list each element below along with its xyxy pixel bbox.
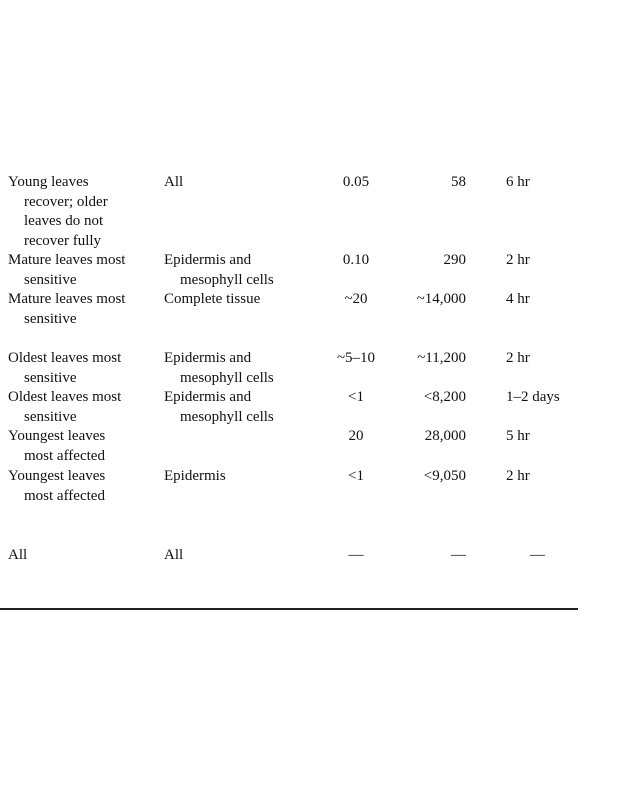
symptom-line: sensitive	[24, 408, 77, 425]
concentration-cell: 0.05	[342, 174, 370, 190]
dose-cell: 290	[443, 252, 466, 268]
symptom-line: Mature leaves most	[8, 291, 126, 307]
symptom-cell	[8, 173, 158, 251]
time-cell: 4 hr	[506, 291, 530, 307]
tissue-cell	[164, 251, 324, 290]
tissue-cell	[164, 290, 324, 310]
time-cell: 5 hr	[506, 428, 530, 444]
symptom-cell	[8, 467, 158, 506]
tissue-line: All	[164, 174, 184, 190]
tissue-cell	[164, 388, 324, 427]
symptom-line: sensitive	[24, 310, 77, 327]
dose-cell: 28,000	[424, 428, 466, 444]
symptom-line: sensitive	[24, 369, 77, 386]
tissue-cell	[164, 173, 324, 193]
concentration-cell: ~5–10	[336, 350, 376, 366]
time-cell: 6 hr	[506, 174, 530, 190]
symptom-line: most affected	[24, 447, 105, 464]
tissue-line: Epidermis and	[164, 252, 252, 268]
table-bottom-rule	[0, 608, 578, 610]
symptom-line: Young leaves	[8, 174, 89, 190]
concentration-cell: <1	[348, 389, 364, 405]
symptom-cell	[8, 290, 158, 329]
symptom-line: Youngest leaves	[8, 468, 106, 484]
symptom-line: All	[8, 547, 28, 563]
dose-cell: 58	[451, 174, 466, 190]
symptom-line: recover fully	[24, 232, 102, 249]
symptom-line: sensitive	[24, 271, 77, 288]
symptom-line: Youngest leaves	[8, 428, 106, 444]
tissue-cell	[164, 349, 324, 388]
concentration-cell: <1	[348, 468, 364, 484]
symptom-line: most affected	[24, 487, 105, 504]
dose-cell: —	[451, 547, 466, 563]
time-cell: 2 hr	[506, 468, 530, 484]
symptom-line: Oldest leaves most	[8, 389, 122, 405]
symptom-cell	[8, 546, 158, 566]
tissue-line: mesophyll cells	[180, 271, 274, 288]
tissue-line: mesophyll cells	[180, 369, 274, 386]
concentration-cell: ~20	[344, 291, 368, 307]
time-cell: 2 hr	[506, 350, 530, 366]
dose-cell: <9,050	[423, 468, 466, 484]
concentration-cell: —	[348, 547, 364, 563]
tissue-line: mesophyll cells	[180, 408, 274, 425]
tissue-line: Epidermis and	[164, 389, 252, 405]
symptom-cell	[8, 388, 158, 427]
tissue-cell	[164, 546, 324, 566]
symptom-line: Mature leaves most	[8, 252, 126, 268]
symptom-cell	[8, 427, 158, 466]
symptom-cell	[8, 349, 158, 388]
time-cell: —	[530, 547, 545, 563]
time-cell: 2 hr	[506, 252, 530, 268]
tissue-line: All	[164, 547, 184, 563]
time-cell: 1–2 days	[506, 389, 560, 405]
dose-cell: ~11,200	[417, 350, 466, 366]
tissue-line: Epidermis	[164, 468, 226, 484]
dose-cell: ~14,000	[416, 291, 466, 307]
symptom-line: recover; older	[24, 193, 108, 210]
symptom-line: leaves do not	[24, 213, 104, 229]
concentration-cell: 20	[348, 428, 364, 444]
symptom-line: Oldest leaves most	[8, 350, 122, 366]
dose-cell: <8,200	[423, 389, 466, 405]
tissue-line: Epidermis and	[164, 350, 252, 366]
tissue-line: Complete tissue	[164, 291, 261, 307]
symptom-cell	[8, 251, 158, 290]
tissue-cell	[164, 467, 324, 487]
concentration-cell: 0.10	[342, 252, 370, 268]
